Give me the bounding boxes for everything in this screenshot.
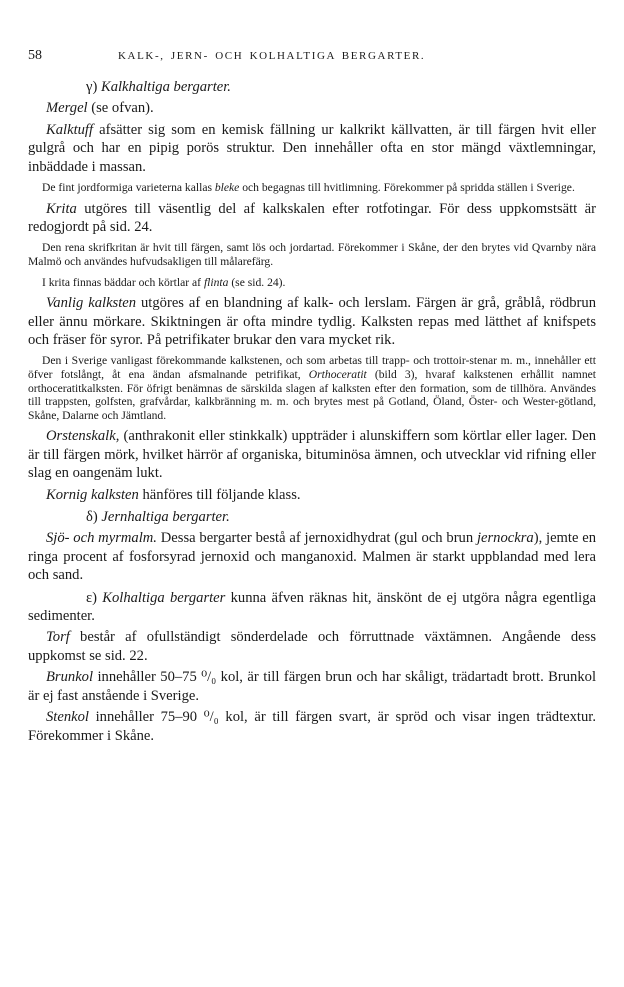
italic-text: Sjö- och myrmalm. <box>46 530 157 547</box>
italic-text: Vanlig kalksten <box>46 295 137 312</box>
italic-text: flinta <box>203 275 229 289</box>
italic-text: bleke <box>214 181 240 195</box>
text-run: ), jemte en ringa procent af fosforsyrad jernoxid och manganoxid. Malmen är starkt uppblandad med lera och sand. <box>28 530 596 584</box>
italic-text: Orthoceratit <box>308 368 367 382</box>
text-run: innehåller 75–90 ⁰/₀ kol, är till färgen svart, är spröd och visar ingen trädtextur. Förekommer i Skåne. <box>28 709 596 744</box>
paragraph <box>28 529 596 584</box>
text-run: I krita finnas bäddar och körtlar af <box>42 275 204 289</box>
text-run: De fint jordformiga varieterna kallas <box>42 181 215 195</box>
text-run: hänföres till följande klass. <box>138 486 301 503</box>
text-run: (anthrakonit eller stinkkalk) uppträder i alunskiffern som körtlar eller lager. Den är till färgen mörk, hvilket härrör af organiska, bituminösa ämnen, och utvecklar vid rifning eller slag en oangenäm lukt. <box>28 428 596 482</box>
text-run: (se ofvan). <box>87 100 154 117</box>
paragraph <box>28 294 596 349</box>
paragraph <box>28 99 596 117</box>
italic-text: Krita <box>46 200 77 217</box>
paragraph <box>28 427 596 482</box>
paragraph <box>28 486 596 504</box>
text-run: innehåller 50–75 ⁰/₀ kol, är till färgen brun och har skåligt, trädartadt brott. Brunkol är ej fast anstående i Sverige. <box>28 669 596 704</box>
italic-text: Kalkhaltiga bergarter. <box>100 79 231 95</box>
paragraph <box>28 668 596 705</box>
text-run: afsätter sig som en kemisk fällning ur kalkrikt källvatten, är till färgen hvit eller gulgrå och har en pipig porös struktur. Den innehåller ofta en stor mängd växtlemningar, inbäddade i massan. <box>28 121 596 175</box>
italic-text: Orstenskalk, <box>46 428 120 445</box>
text-run: Dessa bergarter bestå af jernoxidhydrat (gul och brun <box>156 530 477 547</box>
paragraph <box>28 708 596 745</box>
text-run: δ) <box>86 509 102 526</box>
italic-text: Kolhaltiga bergarter <box>102 589 226 606</box>
section-heading <box>28 508 596 526</box>
italic-text: Brunkol <box>46 669 94 686</box>
text-run: (se sid. 24). <box>228 275 286 289</box>
italic-text: Torf <box>46 629 70 646</box>
running-head: KALK-, JERN- OCH KOLHALTIGA BERGARTER. <box>118 50 426 62</box>
paragraph <box>28 200 596 237</box>
paragraph <box>28 121 596 176</box>
page-header <box>28 48 596 70</box>
italic-text: Stenkol <box>46 709 89 726</box>
note-paragraph <box>28 354 596 422</box>
document-page <box>28 48 596 745</box>
italic-text: jernockra <box>476 530 534 547</box>
text-run: ε) <box>86 589 103 606</box>
text-run: γ) <box>86 79 101 95</box>
paragraph <box>28 628 596 665</box>
body-text <box>28 78 596 745</box>
note-paragraph <box>28 276 596 290</box>
text-run: utgöres af en blandning af kalk- och lerslam. Färgen är grå, gråblå, rödbrun eller ännu mörkare. Skiktningen är ofta mindre tydlig. Kalksten repas med lätthet af knifspets och fräser för syror. På petrifikater brukar den vara mycket rik. <box>28 295 596 349</box>
text-run: utgöres till väsentlig del af kalkskalen efter rotfotingar. För dess uppkomstsätt är redogjordt på sid. 24. <box>28 200 596 236</box>
section-heading <box>28 78 596 96</box>
page-number: 58 <box>28 48 42 63</box>
italic-text: Kornig kalksten <box>46 486 139 503</box>
italic-text: Kalktuff <box>46 121 94 138</box>
text-run: (bild 3), hvaraf kalkstenen erhållit namnet orthoceratitkalksten. För öfrigt benämnas de särskilda slagen af kalksten efter den formation, som de tillhöra. Användes till trappsten, golfsten, grafvårdar, kalkbränning m. m. och brytes mest på Gotland, Öland, Öster- och Wester-götland, Skåne, Dalarne och Jämtland. <box>28 368 596 422</box>
text-run: Den i Sverige vanligast förekommande kalkstenen, och som arbetas till trapp- och trottoir-stenar m. m., innehåller ett öfver fotslångt, åt ena ändan afsmalnande petrifikat, <box>28 354 596 382</box>
italic-text: Jernhaltiga bergarter. <box>101 509 230 526</box>
italic-text: Mergel <box>46 100 88 117</box>
note-paragraph <box>28 241 596 268</box>
text-run: och begagnas till hvitlimning. Förekommer på spridda ställen i Sverige. <box>239 181 575 195</box>
section-heading <box>28 589 596 626</box>
text-run: består af ofullständigt sönderdelade och förruttnade växtämnen. Angående dess uppkomst se sid. 22. <box>28 629 596 664</box>
text-run: Den rena skrifkritan är hvit till färgen, samt lös och jordartad. Förekommer i Skåne, der den brytes vid Qvarnby nära Malmö och användes hufvudsakligen till målarefärg. <box>28 241 596 269</box>
note-paragraph <box>28 181 596 195</box>
text-run: kunna äfven räknas hit, änskönt de ej utgöra några egentliga sedimenter. <box>28 589 596 625</box>
